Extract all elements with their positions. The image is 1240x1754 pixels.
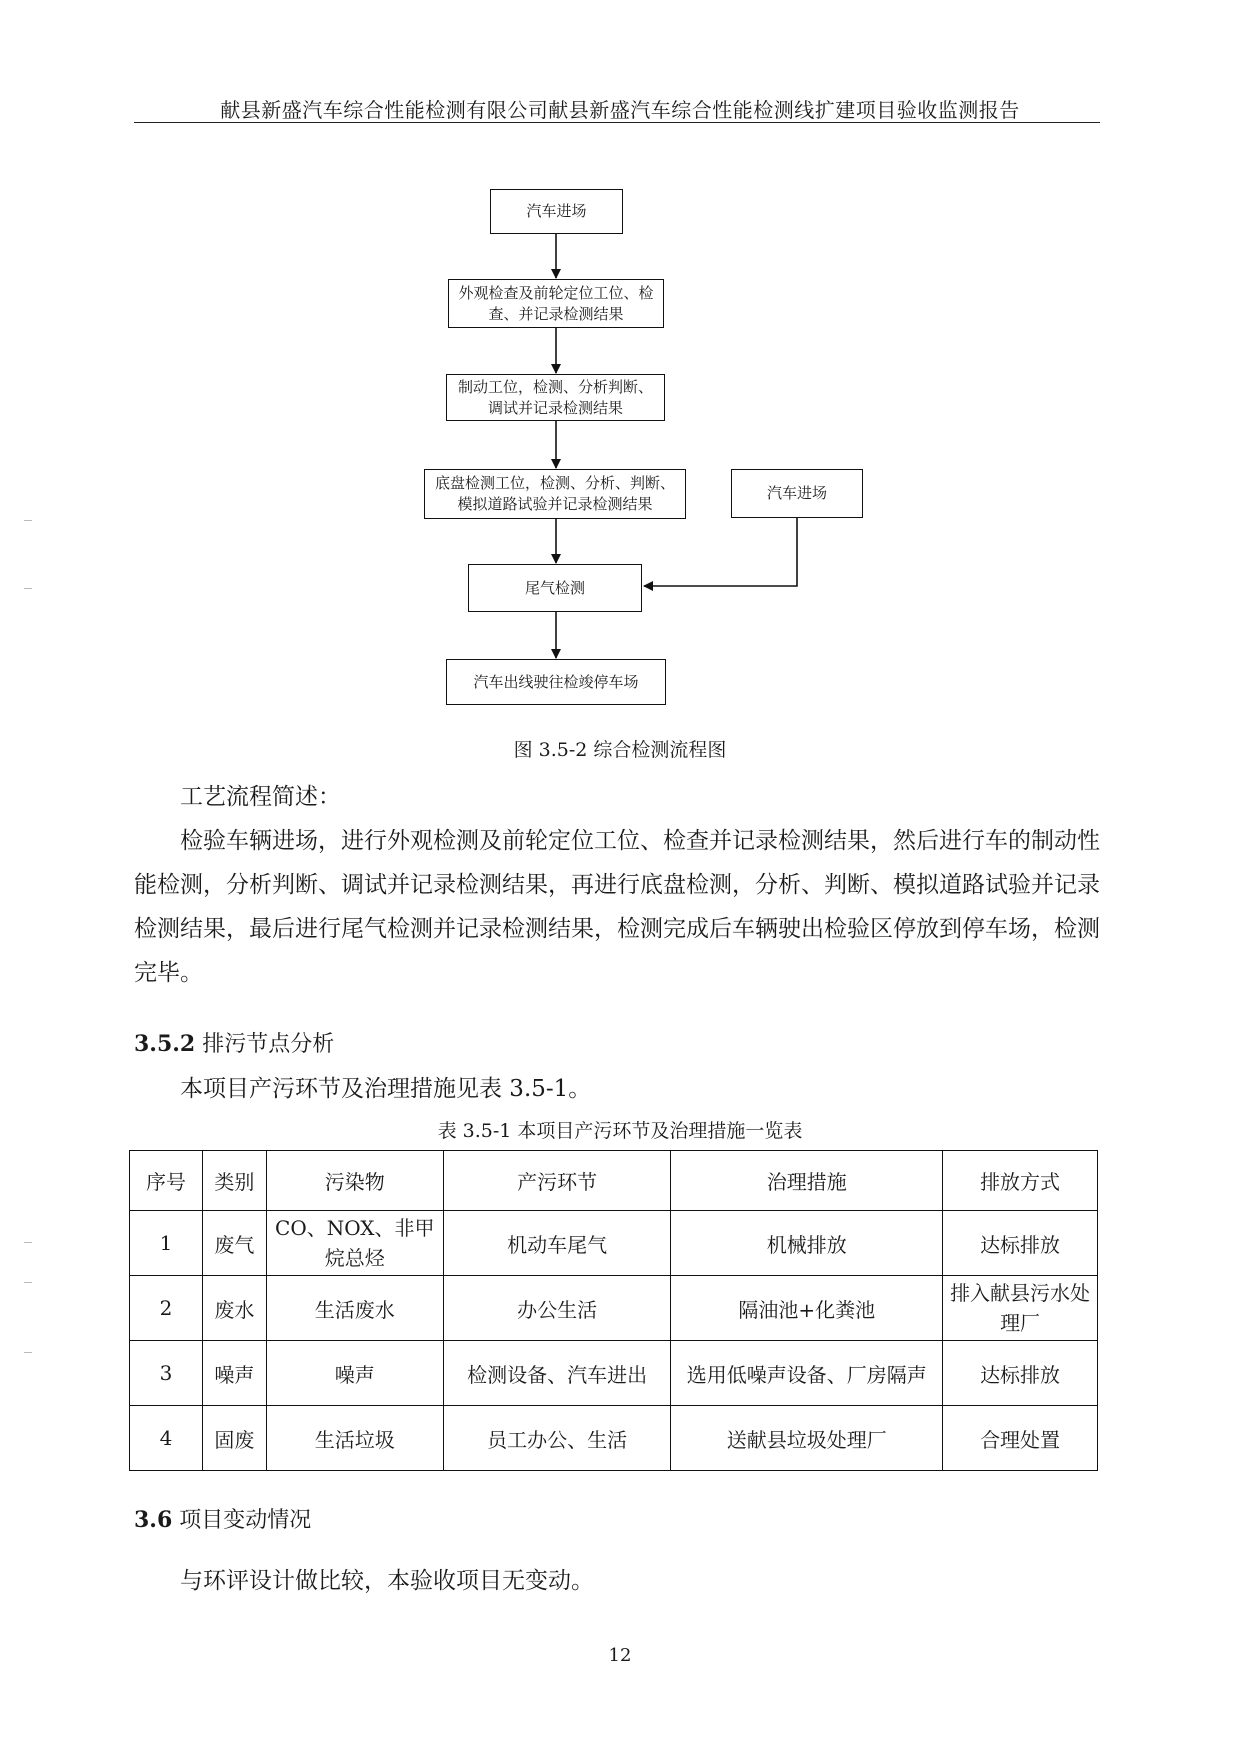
column-header: 类别: [202, 1151, 266, 1211]
table-cell: 生活废水: [266, 1276, 443, 1341]
process-heading: 工艺流程简述：: [180, 784, 341, 810]
table-cell: 达标排放: [943, 1211, 1098, 1276]
section-title: 排污节点分析: [202, 1032, 335, 1057]
table-header-row: [130, 1151, 1098, 1211]
section-number: 3.6: [134, 1507, 173, 1533]
section-title: 项目变动情况: [179, 1508, 312, 1533]
table-row: [130, 1276, 1098, 1341]
section-3-5-2-heading: [134, 1027, 334, 1058]
table-cell: 废水: [202, 1276, 266, 1341]
table-row: [130, 1406, 1098, 1471]
flow-step-vehicle-entry: 汽车进场: [490, 189, 623, 234]
table-cell: 检测设备、汽车进出: [443, 1341, 671, 1406]
flow-step-brake-test: 制动工位，检测、分析判断、调试并记录检测结果: [446, 374, 665, 421]
section-number: 3.5.2: [134, 1031, 196, 1057]
flow-step-exhaust-test: 尾气检测: [468, 564, 642, 612]
table-row: [130, 1341, 1098, 1406]
section-3-6-body: 与环评设计做比较，本验收项目无变动。: [180, 1568, 594, 1594]
flow-step-appearance-check: 外观检查及前轮定位工位、检查、并记录检测结果: [448, 279, 664, 328]
table-cell: 2: [130, 1276, 203, 1341]
page-number: 12: [608, 1645, 632, 1666]
table-row: [130, 1211, 1098, 1276]
column-header: 排放方式: [943, 1151, 1098, 1211]
table-cell: 办公生活: [443, 1276, 671, 1341]
flow-step-side-entry: 汽车进场: [731, 469, 863, 518]
table-cell: 机动车尾气: [443, 1211, 671, 1276]
table-cell: 达标排放: [943, 1341, 1098, 1406]
table-intro: 本项目产污环节及治理措施见表 3.5-1。: [180, 1076, 592, 1102]
table-caption: 表 3.5-1 本项目产污环节及治理措施一览表: [437, 1120, 803, 1142]
table-cell: 噪声: [266, 1341, 443, 1406]
figure-caption: 图 3.5-2 综合检测流程图: [513, 739, 727, 761]
table-cell: 固废: [202, 1406, 266, 1471]
flow-arrow-side: [644, 517, 797, 586]
flow-step-chassis-test: 底盘检测工位，检测、分析、判断、模拟道路试验并记录检测结果: [424, 469, 686, 519]
column-header: 治理措施: [671, 1151, 943, 1211]
table-cell: 排入献县污水处理厂: [943, 1276, 1098, 1341]
table-cell: CO、NOX、非甲烷总烃: [266, 1211, 443, 1276]
section-3-6-heading: [134, 1503, 311, 1534]
header-rule: [134, 122, 1100, 123]
column-header: 产污环节: [443, 1151, 671, 1211]
scan-artifact: [24, 1352, 32, 1353]
table-cell: 送献县垃圾处理厂: [671, 1406, 943, 1471]
table-cell: 机械排放: [671, 1211, 943, 1276]
process-description: 检验车辆进场，进行外观检测及前轮定位工位、检查并记录检测结果，然后进行车的制动性能检测，分析判断、调试并记录检测结果，再进行底盘检测，分析、判断、模拟道路试验并记录检测结果，最后进行尾气检测并记录检测结果，检测完成后车辆驶出检验区停放到停车场，检测完毕。: [134, 828, 1100, 986]
table-cell: 员工办公、生活: [443, 1406, 671, 1471]
pollution-table: [129, 1150, 1098, 1471]
scan-artifact: [24, 520, 32, 521]
table-cell: 4: [130, 1406, 203, 1471]
flow-step-vehicle-exit: 汽车出线驶往检竣停车场: [446, 659, 666, 705]
table-cell: 隔油池+化粪池: [671, 1276, 943, 1341]
table-cell: 选用低噪声设备、厂房隔声: [671, 1341, 943, 1406]
column-header: 序号: [130, 1151, 203, 1211]
page-header-title: 献县新盛汽车综合性能检测有限公司献县新盛汽车综合性能检测线扩建项目验收监测报告: [220, 98, 1020, 122]
table-cell: 合理处置: [943, 1406, 1098, 1471]
table-cell: 废气: [202, 1211, 266, 1276]
scan-artifact: [24, 1242, 32, 1243]
table-cell: 1: [130, 1211, 203, 1276]
column-header: 污染物: [266, 1151, 443, 1211]
table-cell: 噪声: [202, 1341, 266, 1406]
scan-artifact: [24, 588, 32, 589]
table-cell: 3: [130, 1341, 203, 1406]
table-cell: 生活垃圾: [266, 1406, 443, 1471]
scan-artifact: [24, 1282, 32, 1283]
